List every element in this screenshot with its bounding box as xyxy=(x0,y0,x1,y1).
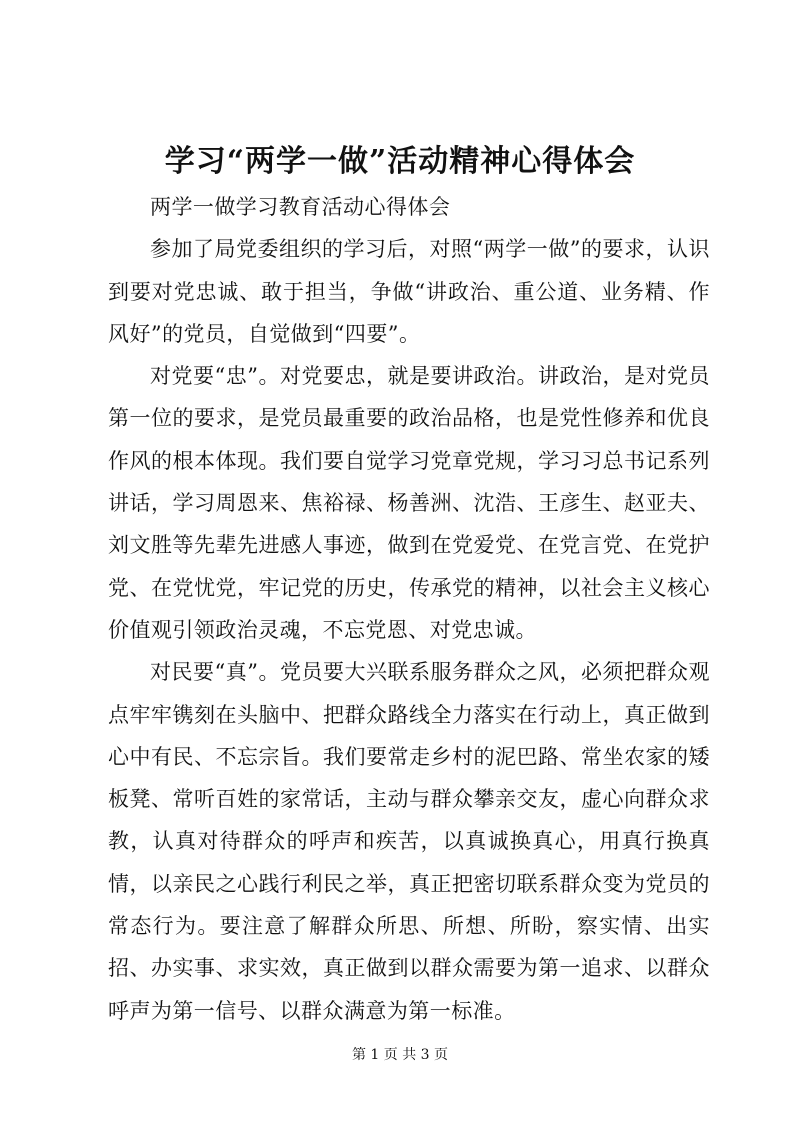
document-title: 学习“两学一做”活动精神心得体会 xyxy=(164,144,636,179)
page-number-footer: 第 1 页 共 3 页 xyxy=(351,1047,449,1063)
sincerity-paragraph: 对民要“真”。党员要大兴联系服务群众之风，必须把群众观点牢牢镌刻在头脑中、把群众路线全力落实在行动上，真正做到心中有民、不忘宗旨。我们要常走乡村的泥巴路、常坐农家的矮板凳、常听百姓的家常话，主动与群众攀亲交友，虚心向群众求教，认真对待群众的呼声和疾苦，以真诚换真心，用真行换真情，以亲民之心践行利民之举，真正把密切联系群众变为党员的常态行为。要注意了解群众所思、所想、所盼，察实情、出实招、办实事、求实效，真正做到以群众需要为第一追求、以群众呼声为第一信号、以群众满意为第一标准。 xyxy=(108,660,710,1023)
loyalty-paragraph: 对党要“忠”。对党要忠，就是要讲政治。讲政治，是对党员第一位的要求，是党员最重要的政治品格，也是党性修养和优良作风的根本体现。我们要自觉学习党章党规，学习习总书记系列讲话，学习周恩来、焦裕禄、杨善洲、沈浩、王彦生、赵亚夫、刘文胜等先辈先进感人事迹，做到在党爱党、在党言党、在党护党、在党忧党，牢记党的历史，传承党的精神，以社会主义核心价值观引领政治灵魂，不忘党恩、对党忠诚。 xyxy=(108,364,710,642)
subtitle-paragraph: 两学一做学习教育活动心得体会 xyxy=(150,195,451,219)
intro-paragraph: 参加了局党委组织的学习后，对照“两学一做”的要求，认识到要对党忠诚、敢于担当，争做“讲政治、重公道、业务精、作风好”的党员，自觉做到“四要”。 xyxy=(108,237,710,346)
document-body xyxy=(108,186,710,1032)
